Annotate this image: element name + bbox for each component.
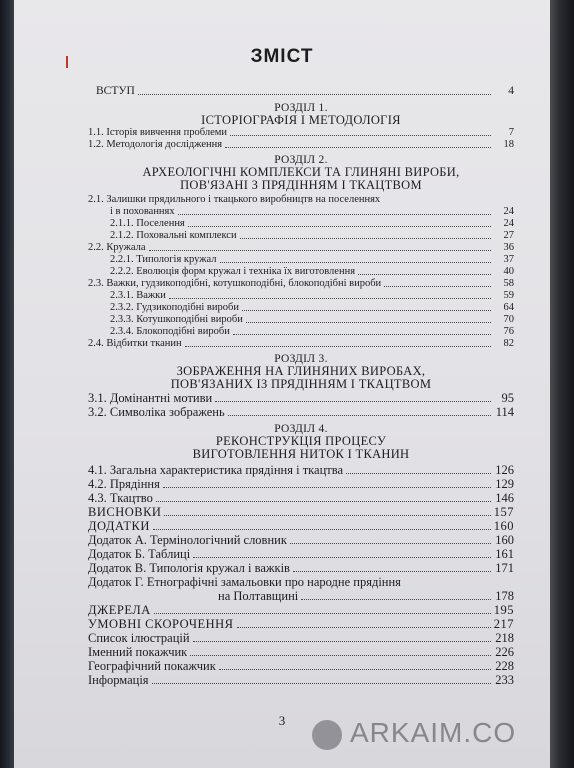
toc-entry-label: 2.2.1. Типологія кружал	[110, 254, 217, 265]
toc-entry-label: ДОДАТКИ	[88, 519, 150, 533]
toc-entry	[88, 314, 514, 326]
dot-leader	[237, 627, 491, 628]
toc-entry-label: 4.3. Ткацтво	[88, 491, 153, 505]
section-heading: РОЗДІЛ 1.	[274, 102, 328, 114]
toc-entry-page: 7	[508, 127, 514, 138]
section-title: ПОВ'ЯЗАНІ З ПРЯДІННЯМ І ТКАЦТВОМ	[180, 178, 422, 192]
toc-entry	[88, 533, 514, 547]
toc-entry-page: 24	[503, 206, 514, 217]
toc-entry-label: 3.1. Домінантні мотиви	[88, 391, 213, 405]
toc-entry-page: 58	[503, 278, 514, 289]
toc-entry-page: 18	[503, 139, 514, 150]
toc-entry	[88, 206, 514, 218]
toc-entry	[88, 645, 514, 659]
toc-entry	[88, 631, 514, 645]
toc-entry-page: 24	[503, 218, 514, 229]
toc-entry	[88, 589, 514, 603]
dot-leader	[154, 613, 491, 614]
toc-entry-appendices	[88, 519, 514, 533]
toc-entry-page: 157	[493, 505, 514, 519]
dot-leader	[185, 346, 491, 347]
toc-entry-page: 178	[495, 589, 514, 603]
dot-leader	[293, 571, 491, 572]
book-page	[14, 0, 550, 768]
toc-entry-page: 129	[495, 477, 514, 491]
dot-leader	[156, 501, 491, 502]
toc-entry-label: Додаток В. Типологія кружал і важків	[88, 561, 290, 575]
toc-entry-label: ВСТУП	[96, 85, 135, 97]
dot-leader	[230, 135, 491, 136]
toc-entry	[88, 463, 514, 477]
toc-entry-page: 82	[503, 338, 514, 349]
toc-entry	[88, 659, 514, 673]
dot-leader	[358, 274, 491, 275]
toc-entry-label: ДЖЕРЕЛА	[88, 603, 151, 617]
book-edge-left	[0, 0, 14, 768]
toc-entry-label: 2.4. Відбитки тканин	[88, 338, 182, 349]
dot-leader	[188, 226, 491, 227]
toc-entry-label: і в похованнях	[110, 206, 175, 217]
dot-leader	[228, 415, 491, 416]
toc-entry-page: 226	[495, 645, 514, 659]
section-heading: РОЗДІЛ 4.	[274, 423, 328, 435]
table-of-contents	[88, 78, 514, 687]
dot-leader	[178, 214, 491, 215]
toc-entry-page: 4	[508, 85, 514, 97]
toc-entry-abbreviations	[88, 617, 514, 631]
dot-leader	[246, 322, 491, 323]
toc-entry	[88, 338, 514, 350]
toc-entry-label: 2.3.3. Котушкоподібні вироби	[110, 314, 243, 325]
dot-leader	[149, 250, 491, 251]
page-title: ЗМІСТ	[250, 46, 314, 67]
dot-leader	[240, 238, 491, 239]
dot-leader	[138, 94, 491, 95]
toc-entry-label: 1.2. Методологія дослідження	[88, 139, 223, 150]
toc-entry-label: Географічний покажчик	[88, 659, 216, 673]
section-title: РЕКОНСТРУКЦІЯ ПРОЦЕСУ	[215, 434, 387, 448]
toc-entry-page: 195	[493, 603, 514, 617]
section-title: ІСТОРІОГРАФІЯ І МЕТОДОЛОГІЯ	[201, 113, 401, 127]
dot-leader	[225, 147, 491, 148]
toc-entry-label: 2.3.2. Гудзикоподібні вироби	[110, 302, 239, 313]
bookmark-mark	[66, 56, 68, 68]
toc-entry-page: 40	[503, 266, 514, 277]
toc-entry-label: 2.2.2. Еволюція форм кружал і техніка їх виготовлення	[110, 266, 356, 277]
toc-entry	[88, 302, 514, 314]
toc-entry-label: 2.3.1. Важки	[110, 290, 166, 301]
dot-leader	[301, 599, 491, 600]
toc-entry	[88, 242, 514, 254]
watermark-text: ARKAIM.CO	[350, 717, 517, 748]
toc-entry-label: ВИСНОВКИ	[88, 505, 162, 519]
dot-leader	[153, 529, 491, 530]
dot-leader	[219, 669, 491, 670]
section-title: ПОВ'ЯЗАНИХ ІЗ ПРЯДІННЯМ І ТКАЦТВОМ	[170, 377, 432, 391]
toc-entry-intro	[88, 84, 514, 98]
toc-entry-page: 64	[503, 302, 514, 313]
section-title: ВИГОТОВЛЕННЯ НИТОК І ТКАНИН	[192, 447, 410, 461]
toc-entry	[88, 290, 514, 302]
toc-entry-page: 37	[503, 254, 514, 265]
toc-entry-page: 161	[495, 547, 514, 561]
dot-leader	[384, 286, 491, 287]
toc-entry	[88, 491, 514, 505]
toc-entry	[88, 391, 514, 405]
toc-entry-label: Іменний покажчик	[88, 645, 188, 659]
book-edge-right	[550, 0, 574, 768]
toc-entry-page: 114	[495, 405, 514, 419]
toc-entry-page: 228	[495, 659, 514, 673]
dot-leader	[164, 515, 490, 516]
toc-entry-page: 76	[503, 326, 514, 337]
dot-leader	[163, 487, 491, 488]
toc-entry-label: 2.1.1. Поселення	[110, 218, 185, 229]
toc-entry-page: 160	[495, 533, 514, 547]
toc-entry-page: 126	[495, 463, 514, 477]
toc-entry-label: 2.2. Кружала	[88, 242, 146, 253]
toc-entry	[88, 266, 514, 278]
toc-entry	[88, 561, 514, 575]
section-title: ЗОБРАЖЕННЯ НА ГЛИНЯНИХ ВИРОБАХ,	[176, 364, 426, 378]
watermark-logo-icon	[312, 720, 342, 750]
toc-entry-label: 4.1. Загальна характеристика прядіння і ткацтва	[88, 463, 344, 477]
toc-entry-label: Додаток Г. Етнографічні замальовки про народне прядіння	[88, 575, 401, 589]
toc-entry	[88, 477, 514, 491]
toc-entry-label: 2.1.2. Поховальні комплекси	[110, 230, 237, 241]
toc-entry-page: 217	[493, 617, 514, 631]
toc-entry-label: 2.1. Залишки прядильного і ткацького виробництв на поселеннях	[88, 194, 381, 205]
toc-entry-label: 2.3.4. Блокоподібні вироби	[110, 326, 230, 337]
toc-entry	[88, 326, 514, 338]
toc-entry-label: на Полтавщині	[218, 589, 299, 603]
toc-entry-page: 160	[493, 519, 514, 533]
dot-leader	[215, 401, 491, 402]
toc-entry-page: 59	[503, 290, 514, 301]
toc-entry-conclusions	[88, 505, 514, 519]
toc-entry-label: 1.1. Історія вивчення проблеми	[88, 127, 227, 138]
toc-entry-label: Інформація	[88, 673, 149, 687]
dot-leader	[242, 310, 491, 311]
toc-entry-page: 233	[495, 673, 514, 687]
page-number: 3	[278, 713, 286, 728]
toc-entry-page: 171	[495, 561, 514, 575]
toc-entry-label: 3.2. Символіка зображень	[88, 405, 225, 419]
toc-entry-page: 27	[503, 230, 514, 241]
toc-entry	[88, 547, 514, 561]
dot-leader	[220, 262, 492, 263]
dot-leader	[290, 543, 491, 544]
toc-entry	[88, 405, 514, 419]
dot-leader	[193, 641, 491, 642]
toc-entry	[88, 218, 514, 230]
toc-entry	[88, 230, 514, 242]
toc-entry-page: 95	[501, 391, 514, 405]
dot-leader	[193, 557, 491, 558]
dot-leader	[190, 655, 491, 656]
toc-entry	[88, 254, 514, 266]
toc-entry	[88, 139, 514, 151]
toc-entry-sources	[88, 603, 514, 617]
toc-entry	[88, 278, 514, 290]
dot-leader	[233, 334, 491, 335]
dot-leader	[152, 683, 491, 684]
toc-entry-page: 218	[495, 631, 514, 645]
section-heading: РОЗДІЛ 2.	[274, 154, 328, 166]
toc-entry	[88, 127, 514, 139]
section-heading: РОЗДІЛ 3.	[274, 353, 328, 365]
dot-leader	[346, 473, 491, 474]
section-title: АРХЕОЛОГІЧНІ КОМПЛЕКСИ ТА ГЛИНЯНІ ВИРОБИ,	[142, 165, 460, 179]
toc-entry-label: Список ілюстрацій	[88, 631, 190, 645]
toc-entry-label: УМОВНІ СКОРОЧЕННЯ	[88, 617, 234, 631]
toc-entry-page: 70	[503, 314, 514, 325]
toc-entry-label: Додаток Б. Таблиці	[88, 547, 191, 561]
toc-entry-label: 4.2. Прядіння	[88, 477, 160, 491]
toc-entry-label: Додаток А. Термінологічний словник	[88, 533, 287, 547]
toc-entry-label: 2.3. Важки, гудзикоподібні, котушкоподібні, блокоподібні вироби	[88, 278, 382, 289]
dot-leader	[169, 298, 491, 299]
toc-entry-page: 146	[495, 491, 514, 505]
toc-entry	[88, 673, 514, 687]
toc-entry-page: 36	[503, 242, 514, 253]
